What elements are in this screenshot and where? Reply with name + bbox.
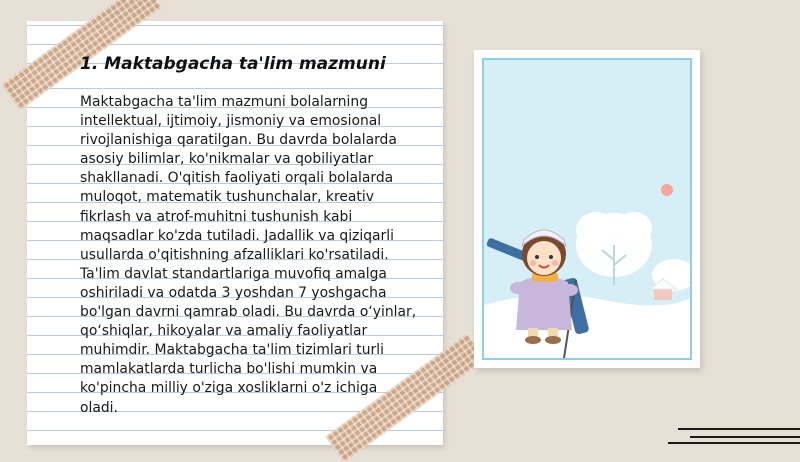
picture-frame	[474, 50, 700, 368]
decorative-line-2	[690, 436, 800, 438]
sun-icon	[661, 184, 673, 196]
girl-face	[527, 241, 561, 275]
girl-coat	[516, 276, 572, 330]
slide-title: 1. Maktabgacha ta'lim mazmuni	[80, 54, 386, 74]
decorative-line-3	[668, 442, 800, 444]
winter-scene-background	[482, 58, 692, 360]
slide-paragraph: Maktabgacha ta'lim mazmuni bolalarning intellektual, ijtimoiy, jismoniy va emosional rivojlanishiga qaratilgan. Bu davrda bolalarda asosiy bilimlar, ko'nikmalar va qobiliyatlar shakllanadi. O'qitish faoliyati orqali bolalarda muloqot, matematik tushunchalar, kreativ fikrlash va atrof-muhitni tushunish kabi maqsadlar ko'zda tutiladi. Jadallik va qiziqarli usullarda o'qitishning afzalliklari ko'rsatiladi. Ta'lim davlat standartlariga muvofiq amalga oshiriladi va odatda 3 yoshdan 7 yoshgacha bo'lgan davrni qamrab oladi. Bu davrda o‘yinlar, qo‘shiqlar, hikoyalar va amaliy faoliyatlar muhimdir. Maktabgacha ta'lim tizimlari turli mamlakatlarda turlicha bo'lishi mumkin va ko'pincha milliy o'ziga xosliklarni o'z ichiga oladi.	[80, 94, 417, 416]
decorative-line-1	[678, 428, 800, 430]
winter-girl-illustration	[484, 60, 690, 358]
